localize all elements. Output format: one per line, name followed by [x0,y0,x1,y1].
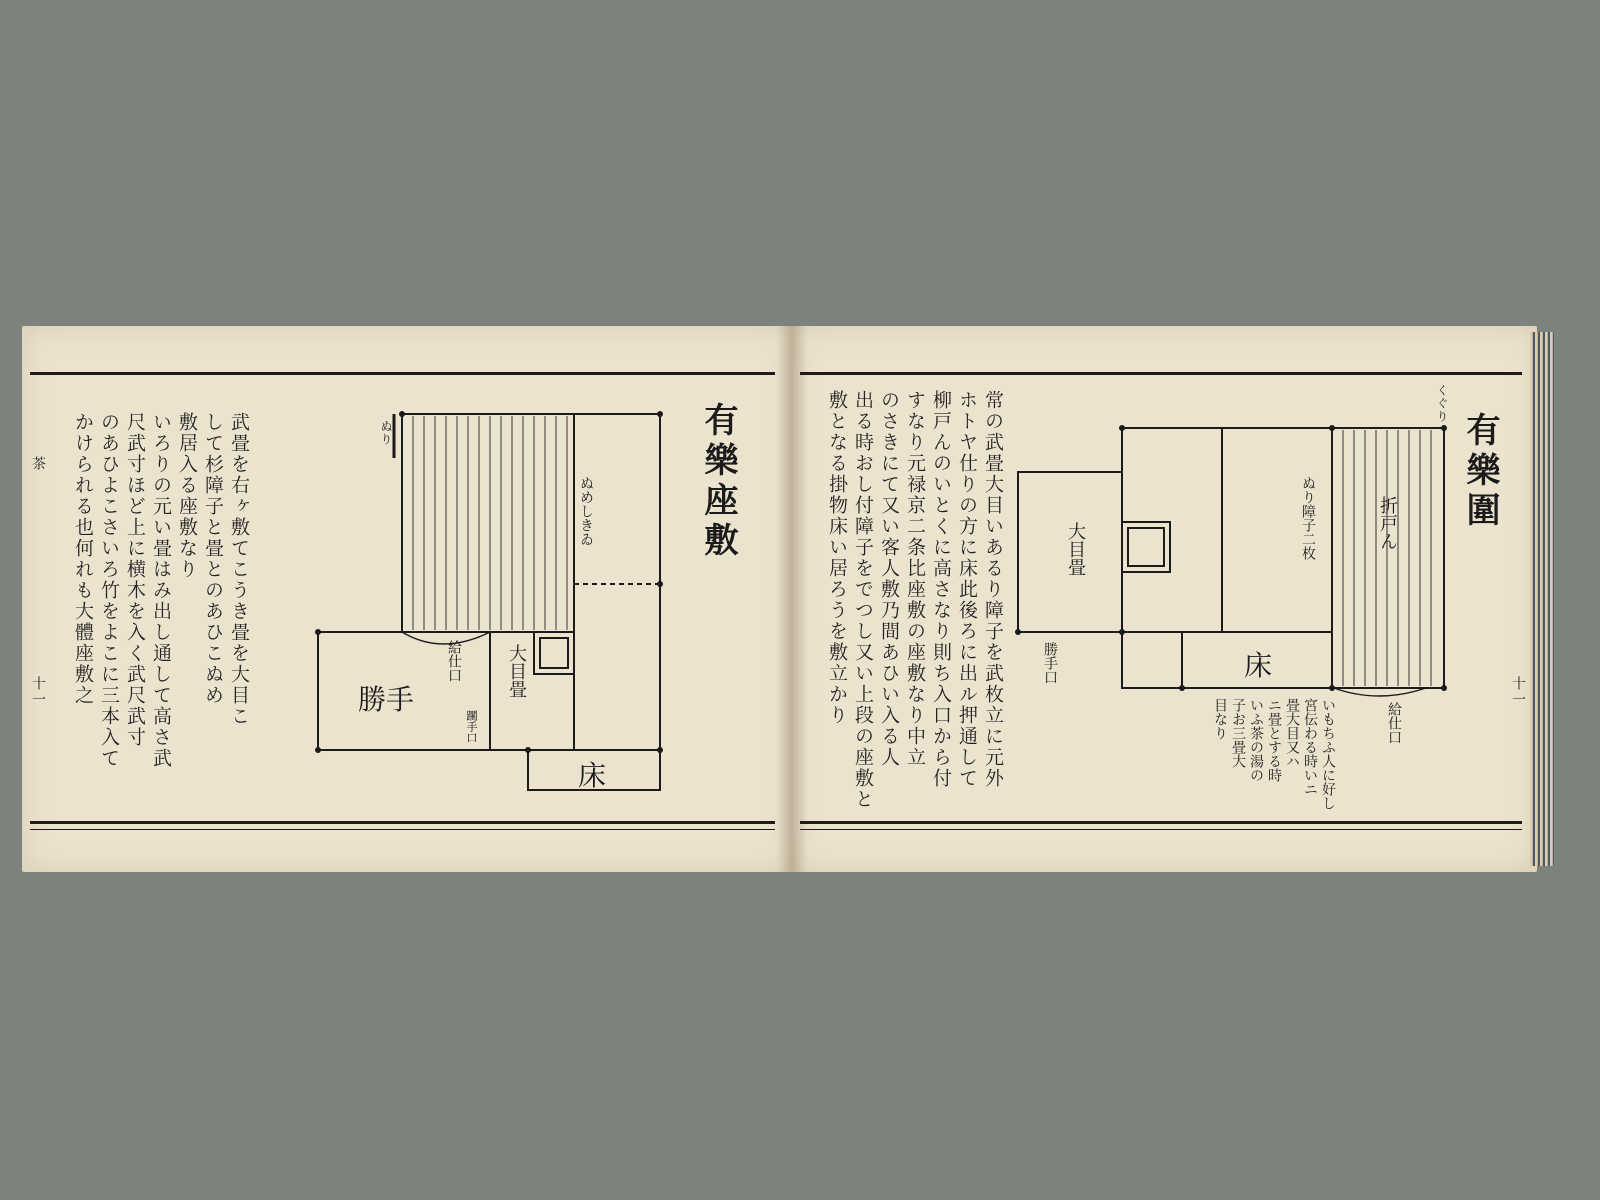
left-text-col-7: かけられる也何れも大體座敷之 [72,412,94,706]
left-text-col-3: 敷居入る座敷なり [176,412,198,580]
left-nume-label: ぬめしきゐ [578,476,594,546]
right-kyujiguchi-label: 給仕口 [1386,702,1402,744]
right-shoji-label: ぬり障子二枚 [1300,476,1316,560]
left-kyujiguchi-label: 給仕口 [446,640,462,682]
right-ranma-label: 折戸ん [1377,496,1398,550]
right-note-col-3: 畳大目又ハ [1284,698,1300,768]
right-text-col-6: 出る時おし付障子をでつし又い上段の座敷と [852,390,874,810]
left-toko-label: 床 [578,759,607,792]
right-note-col-5: いふ茶の湯の [1248,698,1264,782]
left-text-col-6: のあひよこさいろ竹をよこに三本入て [98,412,120,769]
right-text-col-2: ホトヤ仕りの方に床此後ろに出ル押通して [956,390,978,789]
right-page-title: 有樂圍 [1460,412,1500,532]
right-daime-label: 大目畳 [1065,522,1086,576]
left-text-col-1: 武畳を右ヶ敷てこうき畳を大目こ [228,412,250,727]
left-text-col-5: 尺武寸ほど上に横木を入く武尺武寸 [124,412,146,748]
right-text-col-3: 柳戸んのいとくに高さなり則ち入口から付 [930,390,952,789]
left-daime-label: 大目畳 [506,644,527,698]
left-katte-label: 勝手 [358,683,415,716]
right-katte-guchi-label: 勝手口 [1042,642,1058,684]
right-mado-label: くぐり [1435,384,1449,423]
right-text-col-5: のさきにて又い客人敷乃間あひい入る人 [878,390,900,768]
right-toko-label: 床 [1244,649,1273,682]
left-text-col-4: いろりの元い畳はみ出し通して高さ武 [150,412,172,769]
right-text-col-7: 敷となる掛物床い居ろうを敷立かり [826,390,848,726]
open-book [22,326,1542,872]
right-text-col-1: 常の武畳大目いあるり障子を武枚立に元外 [982,390,1004,789]
right-folio: 十一 [1510,676,1526,708]
left-nijiriguchi-label: 躙手口 [465,710,478,743]
left-margin-label: 茶 [30,456,46,472]
right-note-col-1: いもちふ人に好し [1320,698,1336,810]
right-note-col-6: 子お三畳大 [1230,698,1246,768]
left-folio: 十一 [30,676,46,708]
right-text-col-4: すなり元禄京二条比座敷の座敷なり中立 [904,390,926,768]
right-note-col-7: 目なり [1212,698,1228,740]
right-note-col-2: 宮伝わる時いニ [1302,698,1318,796]
left-nuri-label: ぬり [379,420,393,446]
right-note-col-4: ニ畳とする時 [1266,698,1282,782]
left-page-title: 有樂座敷 [698,402,738,562]
left-text-col-2: して杉障子と畳とのあひこぬめ [202,412,224,706]
